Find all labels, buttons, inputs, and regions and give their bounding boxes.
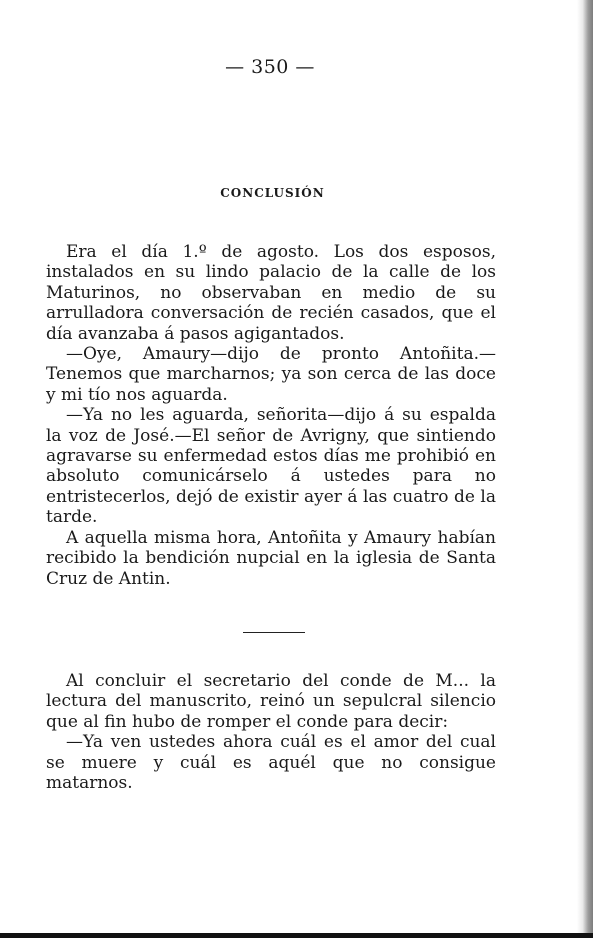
page-bottom-edge [0, 933, 593, 938]
page-number: — 350 — [225, 56, 315, 78]
page-binding-edge [577, 0, 593, 938]
closing-text-block [46, 671, 496, 793]
paragraph: Era el día 1.º de agosto. Los dos esposos, instalados en su lindo palacio de la calle de los Maturinos, no observaban en medio de su arrulladora conversación de recién casados, que el día avanzaba á pasos agigantados. [46, 242, 496, 344]
paragraph: A aquella misma hora, Antoñita y Amaury habían recibido la bendición nupcial en la iglesia de Santa Cruz de Antin. [46, 527, 496, 589]
main-text-block [46, 242, 496, 589]
section-separator [243, 632, 305, 633]
paragraph: —Ya no les aguarda, señorita—dijo á su espalda la voz de José.—El señor de Avrigny, que sintiendo agravarse su enfermedad estos días me prohibió en absoluto comunicárselo á ustedes para no entristecerlos, dejó de existir ayer á las cuatro de la tarde. [46, 405, 496, 528]
paragraph: —Ya ven ustedes ahora cuál es el amor del cual se muere y cuál es aquél que no consigue matarnos. [46, 732, 496, 794]
paragraph: —Oye, Amaury—dijo de pronto Antoñita.—Tenemos que marcharnos; ya son cerca de las doce y mi tío nos aguarda. [46, 344, 496, 405]
section-title: CONCLUSIÓN [220, 186, 325, 200]
paragraph: Al concluir el secretario del conde de M... la lectura del manuscrito, reinó un sepulcral silencio que al fin hubo de romper el conde para decir: [46, 671, 496, 732]
